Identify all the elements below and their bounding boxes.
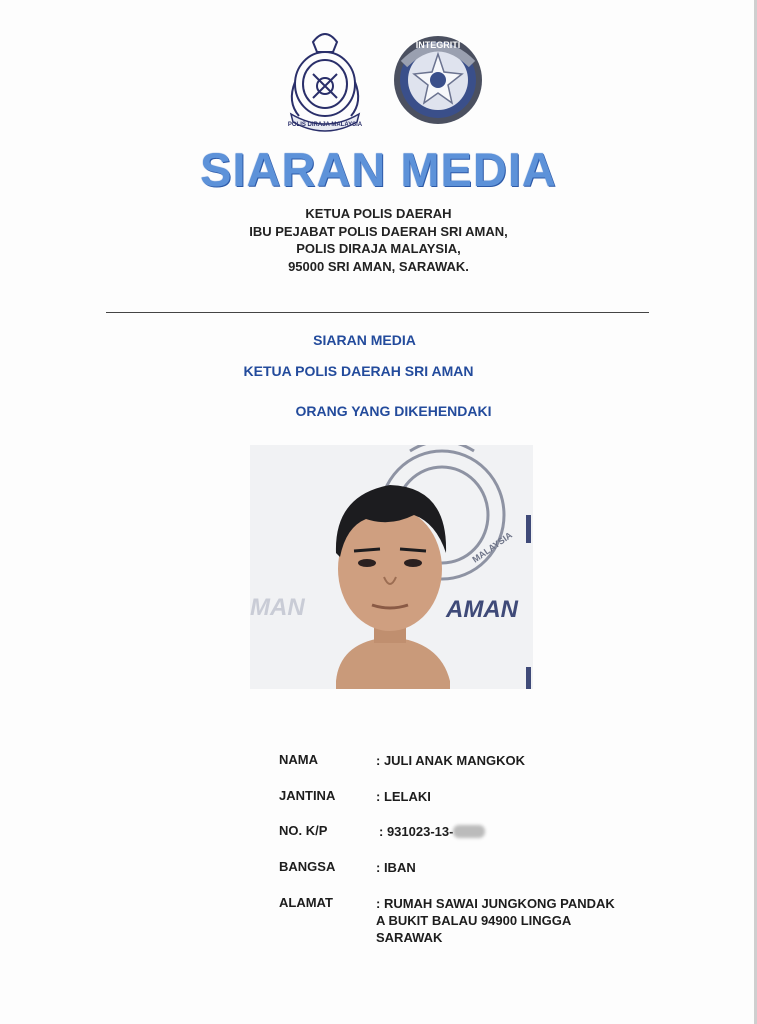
redaction-mark xyxy=(453,825,485,838)
nokp-label: NO. K/P xyxy=(279,823,328,838)
bangsa-label: BANGSA xyxy=(279,859,336,874)
backdrop-crest-text: MALAYSIA xyxy=(470,529,514,565)
integrity-badge-text: INTEGRITI xyxy=(415,40,461,50)
police-crest-logo xyxy=(277,22,373,132)
address-line: IBU PEJABAT POLIS DAERAH SRI AMAN, xyxy=(249,223,508,239)
suspect-photo-image xyxy=(250,445,533,689)
suspect-photo xyxy=(250,445,533,689)
page-title: SIARAN MEDIA xyxy=(200,143,557,196)
logo-row xyxy=(0,22,757,132)
nokp-value-wrap xyxy=(379,823,485,840)
alamat-value xyxy=(376,895,615,946)
address-line: POLIS DIRAJA MALAYSIA, xyxy=(296,241,461,256)
bangsa-value: : IBAN xyxy=(376,860,416,875)
divider-rule xyxy=(106,312,649,313)
address-line: KETUA POLIS DAERAH xyxy=(305,206,452,221)
nama-label: NAMA xyxy=(279,752,318,767)
alamat-line: A BUKIT BALAU 94900 LINGGA xyxy=(376,913,572,928)
police-crest-text: POLIS DIRAJA MALAYSIA xyxy=(287,122,363,128)
jantina-value: : LELAKI xyxy=(376,789,431,804)
nama-value: : JULI ANAK MANGKOK xyxy=(376,753,526,768)
alamat-line: SARAWAK xyxy=(376,930,443,945)
issuing-office-address xyxy=(0,205,757,275)
nokp-value: : 931023-13- xyxy=(379,824,454,839)
alamat-label: ALAMAT xyxy=(279,895,333,910)
integrity-badge-logo xyxy=(392,28,484,128)
section-heading: SIARAN MEDIA xyxy=(313,332,416,348)
section-subheading: KETUA POLIS DAERAH SRI AMAN xyxy=(243,363,474,379)
backdrop-text-left: MAN xyxy=(250,594,305,621)
backdrop-text-right: AMAN xyxy=(446,596,518,623)
jantina-label: JANTINA xyxy=(279,788,336,803)
alamat-line: : RUMAH SAWAI JUNGKONG PANDAK xyxy=(376,896,615,911)
address-line: 95000 SRI AMAN, SARAWAK. xyxy=(288,258,469,274)
wanted-person-heading: ORANG YANG DIKEHENDAKI xyxy=(295,403,492,419)
